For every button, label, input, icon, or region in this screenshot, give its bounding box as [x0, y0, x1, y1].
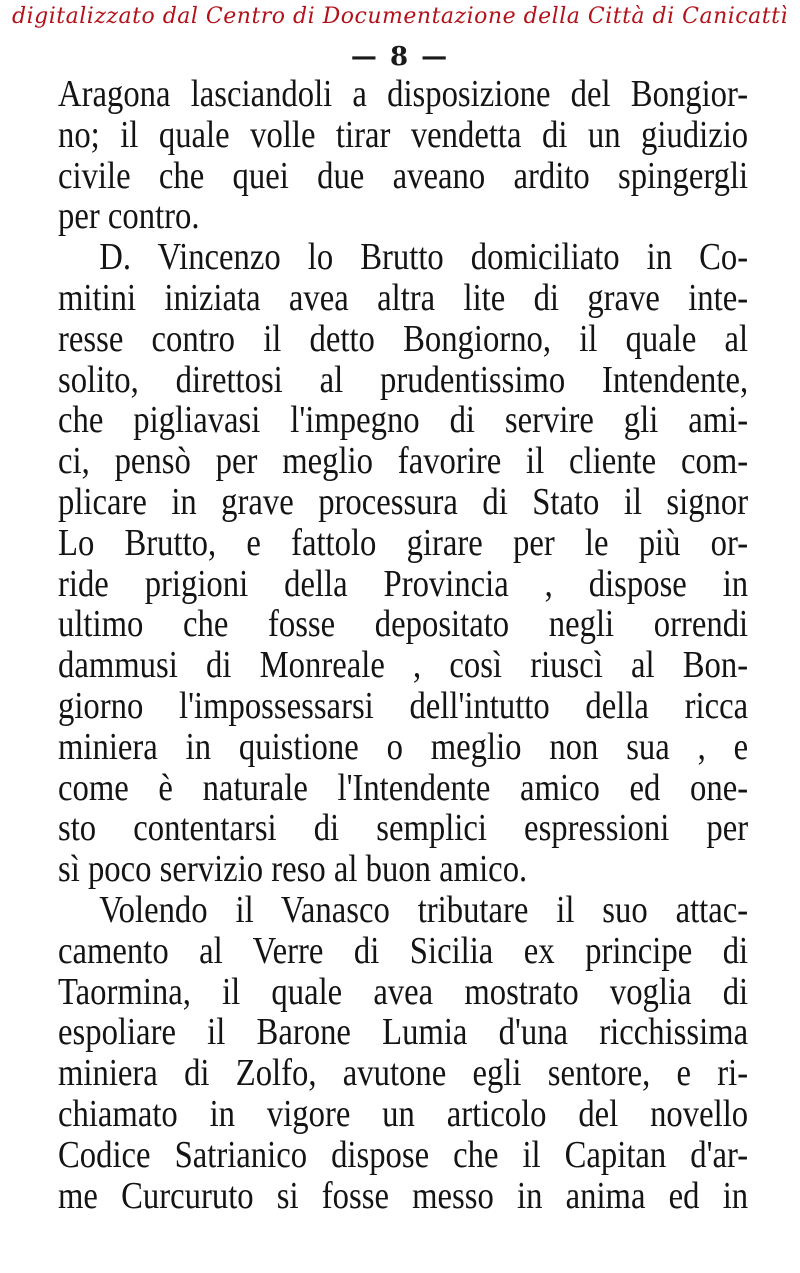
- text-line: mitini iniziata avea altra lite di grave inte-: [58, 276, 749, 319]
- text-line: giorno l'impossessarsi dell'intutto della ricca: [58, 684, 749, 727]
- paragraph-start-line: D. Vincenzo lo Brutto domiciliato in Co-: [99, 236, 749, 279]
- text-line: Aragona lasciandoli a disposizione del Bongior-: [58, 73, 749, 115]
- text-line: Lo Brutto, e fattolo girare per le più or-: [58, 521, 749, 564]
- text-line: come è naturale l'Intendente amico ed one-: [58, 766, 749, 809]
- text-line: me Curcuruto si fosse messo in anima ed in: [58, 1174, 749, 1217]
- text-line: resse contro il detto Bongiorno, il quale al: [58, 317, 749, 360]
- digitization-watermark: digitalizzato dal Centro di Documentazione della Città di Canicattì: [12, 4, 788, 29]
- text-line: camento al Verre di Sicilia ex principe di: [58, 929, 749, 972]
- text-line: ci, pensò per meglio favorire il cliente com-: [58, 440, 749, 483]
- text-line: miniera in quistione o meglio non sua , e: [58, 725, 749, 768]
- text-line: solito, direttosi al prudentissimo Intendente,: [58, 358, 749, 401]
- text-line: per contro.: [58, 195, 200, 238]
- text-line: plicare in grave processura di Stato il signor: [58, 480, 749, 523]
- body-text: [58, 74, 748, 1216]
- text-line: espoliare il Barone Lumia d'una ricchissima: [58, 1011, 749, 1054]
- page-number: — 8 —: [350, 42, 450, 72]
- text-line: Codice Satrianico dispose che il Capitan d'ar-: [58, 1133, 749, 1176]
- text-line: sì poco servizio reso al buon amico.: [58, 848, 528, 891]
- text-line: miniera di Zolfo, avutone egli sentore, e ri-: [58, 1052, 749, 1095]
- text-line: dammusi di Monreale , così riuscì al Bon-: [58, 644, 749, 687]
- text-line: ultimo che fosse depositato negli orrendi: [58, 603, 749, 646]
- text-line: Taormina, il quale avea mostrato voglia di: [58, 970, 749, 1013]
- text-line: sto contentarsi di semplici espressioni per: [58, 807, 749, 850]
- text-line: no; il quale volle tirar vendetta di un giudizio: [58, 113, 749, 156]
- text-line: ride prigioni della Provincia , dispose in: [58, 562, 749, 605]
- text-line: chiamato in vigore un articolo del novello: [58, 1092, 749, 1135]
- text-line: civile che quei due aveano ardito spingergli: [58, 154, 749, 197]
- paragraph-start-line: Volendo il Vanasco tributare il suo attac-: [99, 888, 749, 931]
- text-line: che pigliavasi l'impegno di servire gli ami-: [58, 399, 749, 442]
